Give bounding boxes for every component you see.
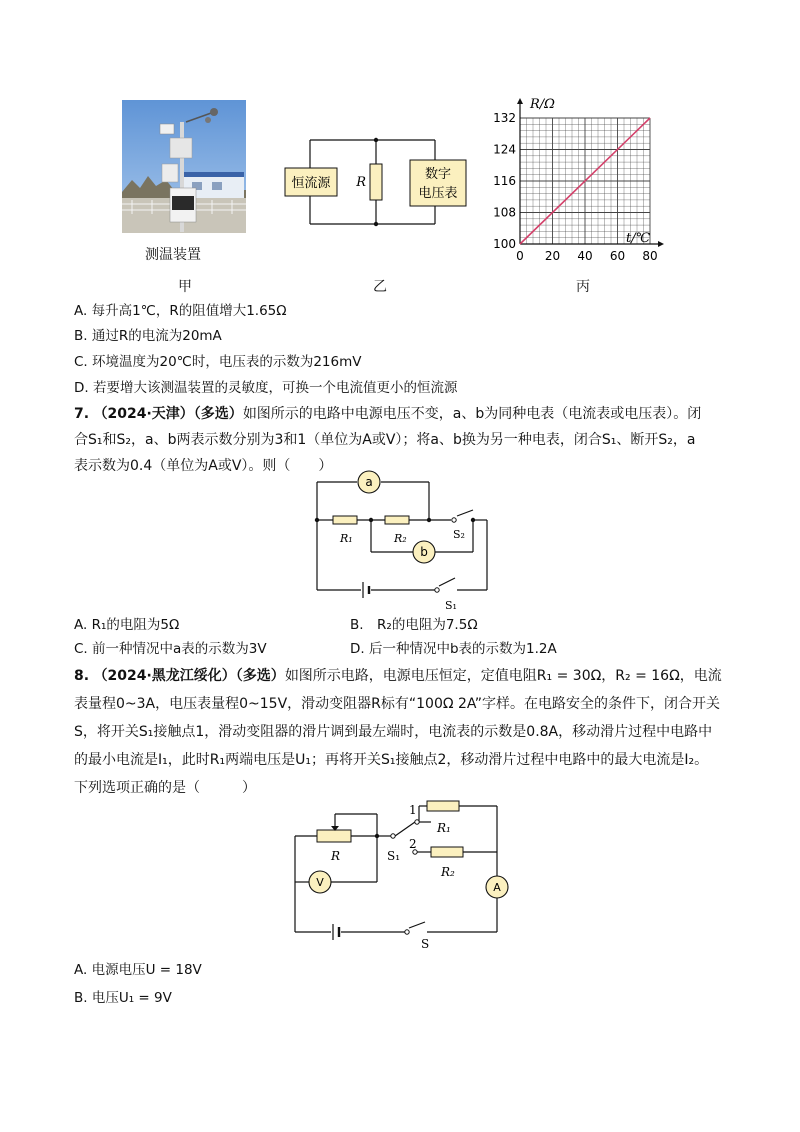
chart-y-tick-label: 100	[493, 237, 516, 251]
q8-number: 8.	[74, 668, 90, 684]
q8-option-a: A. 电源电压U = 18V	[74, 962, 202, 978]
chart-y-axis-label: R/Ω	[530, 97, 555, 112]
q7-resistor-r1	[333, 516, 357, 524]
chart-y-tick-label: 132	[493, 111, 516, 125]
q7-switch-s2-contact	[452, 518, 456, 522]
q8-source: （2024·黑龙江绥化）（多选）	[93, 668, 285, 684]
q7-r1-label: R₁	[340, 532, 353, 545]
q8-ammeter-label: A	[493, 881, 501, 894]
q8-r2-label: R₂	[441, 865, 455, 879]
chart-x-axis-label: t/℃	[626, 231, 651, 246]
resistance-temperature-chart	[488, 90, 668, 268]
resistor-r-label: R	[356, 175, 366, 190]
chart-x-tick-label: 60	[609, 249, 626, 263]
q6-option-a: A. 每升高1℃，R的阻值增大1.65Ω	[74, 303, 287, 319]
q8-line-1-text: 如图所示电路，电源电压恒定，定值电阻R₁ = 30Ω，R₂ = 16Ω，电流	[284, 668, 722, 684]
q8-r1-label: R₁	[437, 821, 451, 835]
digital-voltmeter-label-2: 电压表	[418, 186, 458, 201]
q7-switch-s1-contact	[435, 588, 439, 592]
digital-voltmeter-label-1: 数字	[424, 167, 452, 182]
q8-s-label: S	[421, 937, 430, 950]
q8-stem-line-5: 下列选项正确的是（ ）	[74, 780, 256, 796]
chart-x-tick-label: 40	[577, 249, 593, 263]
q7-s2-label: S₂	[453, 528, 465, 541]
q7-source: （2024·天津）（多选）	[93, 406, 243, 422]
q7-meter-b-label: b	[420, 545, 428, 559]
q8-option-b: B. 电压U₁ = 9V	[74, 990, 172, 1006]
q8-stem-line-1	[74, 663, 734, 690]
q7-option-d: D. 后一种情况中b表的示数为1.2A	[350, 641, 557, 657]
figure-label-yi: 乙	[373, 279, 387, 295]
q8-stem-line-3: S，将开关S₁接触点1，滑动变阻器的滑片调到最左端时，电流表的示数是0.8A，移动滑片过程中电路中	[74, 724, 713, 740]
photo-caption: 测温装置	[145, 247, 201, 263]
q6-option-d: D. 若要增大该测温装置的灵敏度，可换一个电流值更小的恒流源	[74, 380, 458, 396]
junction-top	[374, 138, 378, 142]
q8-circuit	[287, 800, 512, 950]
q6-option-b: B. 通过R的电流为20mA	[74, 328, 222, 344]
q8-stem-line-4: 的最小电流是I₁，此时R₁两端电压是U₁；再将开关S₁接触点2，移动滑片过程中电路中的最大电流是I₂。	[74, 752, 709, 768]
figure-label-jia: 甲	[178, 279, 192, 295]
q7-s1-label: S₁	[445, 599, 457, 612]
junction-bottom	[374, 222, 378, 226]
current-source-label: 恒流源	[291, 176, 331, 191]
q8-contact-1	[415, 820, 419, 824]
weather-station-image	[122, 100, 246, 233]
q7-resistor-r2	[385, 516, 409, 524]
q7-option-b: B. R₂的电阻为7.5Ω	[350, 617, 478, 633]
circuit-yi	[280, 120, 470, 240]
q8-contact-2-label: 2	[409, 837, 417, 851]
chart-y-tick-label: 116	[493, 174, 516, 188]
chart-y-axis-arrow	[517, 98, 523, 104]
q7-stem-line-1	[74, 401, 734, 428]
q7-meter-a-label: a	[365, 475, 373, 489]
chart-x-tick-label: 80	[642, 249, 658, 263]
q8-s1-label: S₁	[387, 849, 401, 863]
chart-x-tick-label: 0	[516, 249, 524, 263]
figure-label-bing: 丙	[576, 279, 590, 295]
chart-x-tick-label: 20	[544, 249, 561, 263]
q8-r-label: R	[331, 849, 341, 863]
chart-y-tick-label: 108	[493, 205, 516, 220]
resistor-r	[370, 164, 382, 200]
q8-contact-1-label: 1	[409, 803, 417, 817]
q8-rheostat-r	[317, 830, 351, 842]
q8-switch-s1-pivot	[391, 834, 395, 838]
q6-option-c: C. 环境温度为20℃时，电压表的示数为216mV	[74, 354, 362, 370]
q8-voltmeter-label: V	[316, 876, 324, 889]
q7-line-1-text: 如图所示的电路中电源电压不变，a、b为同种电表（电流表或电压表）。闭	[242, 406, 702, 422]
q7-circuit	[305, 466, 495, 616]
q7-stem-line-2: 合S₁和S₂，a、b两表示数分别为3和1（单位为A或V）；将a、b换为另一种电表，闭合S₁、断开S₂，a	[74, 432, 696, 448]
q7-number: 7.	[74, 406, 90, 422]
weather-station-photo	[122, 100, 246, 233]
q8-switch-s-contact	[405, 930, 409, 934]
chart-x-axis-arrow	[658, 241, 664, 247]
q7-option-c: C. 前一种情况中a表的示数为3V	[74, 641, 267, 657]
q8-stem-line-2: 表量程0~3A，电压表量程0~15V，滑动变阻器R标有“100Ω 2A”字样。在电路安全的条件下，闭合开关	[74, 696, 721, 712]
q8-resistor-r2	[431, 847, 463, 857]
q8-resistor-r1	[427, 801, 459, 811]
q7-option-a: A. R₁的电阻为5Ω	[74, 617, 180, 633]
q7-stem-line-3: 表示数为0.4（单位为A或V）。则（ ）	[74, 458, 333, 474]
chart-y-tick-label: 124	[493, 142, 516, 157]
q7-r2-label: R₂	[394, 532, 407, 545]
